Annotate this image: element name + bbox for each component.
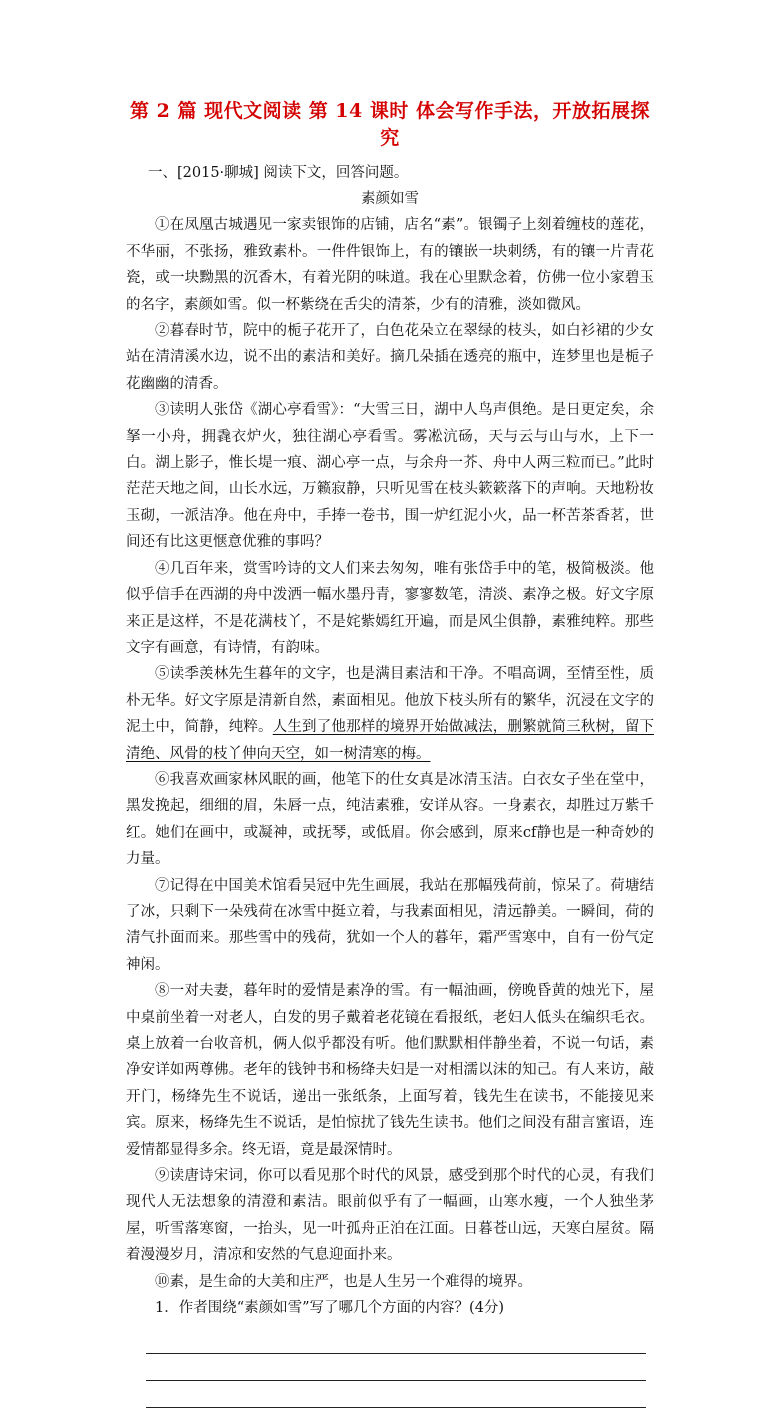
paragraph-7: ⑦记得在中国美术馆看吴冠中先生画展，我站在那幅残荷前，惊呆了。荷塘结了冰，只剩下一朵残荷在冰雪中挺立着，与我素面相见，清远静美。一瞬间，荷的清气扑面而来。那些雪中的残荷，犹如一个人的暮年，霜严雪寒中，自有一份气定神闲。 xyxy=(126,877,654,973)
paragraph-8: ⑧一对夫妻，暮年时的爱情是素净的雪。有一幅油画，傍晚昏黄的烛光下，屋中桌前坐着一对老人，白发的男子戴着老花镜在看报纸，老妇人低头在编织毛衣。桌上放着一台收音机，俩人似乎都没有听。他们默默相伴静坐着，不说一句话，素净安详如两尊佛。老年的钱钟书和杨绛夫妇是一对相濡以沫的知己。有人来访，敲开门，杨绛先生不说话，递出一张纸条，上面写着，钱先生在读书，不能接见来宾。原来，杨绛先生不说话，是怕惊扰了钱先生读书。他们之间没有甜言蜜语，连爱情都显得多余。终无语，竟是最深情时。 xyxy=(126,983,654,1158)
essay-title: 素颜如雪 xyxy=(361,191,419,208)
paragraph-3: ③读明人张岱《湖心亭看雪》：“大雪三日，湖中人鸟声俱绝。是日更定矣，余拏一小舟，拥毳衣炉火，独往湖心亭看雪。雾凇沆砀，天与云与山与水，上下一白。湖上影子，惟长堤一痕、湖心亭一点，与余舟一芥、舟中人两三粒而已。”此时茫茫天地之间，山长水远，万籁寂静，只听见雪在枝头簌簌落下的声响。天地粉妆玉砌，一派洁净。他在舟中，手捧一卷书，围一炉红泥小火，品一杯苦茶香茗，世间还有比这更惬意优雅的事吗？ xyxy=(126,402,654,551)
answer-line[interactable] xyxy=(146,1381,646,1408)
paragraph-5 xyxy=(126,661,654,767)
paragraph-1: ①在凤凰古城遇见一家卖银饰的店铺，店名“素”。银镯子上刻着缠枝的莲花，不华丽，不张扬，雅致素朴。一件件银饰上，有的镶嵌一块刺绣，有的镶一片青花瓷，或一块黝黑的沉香木，有着光阴的味道。我在心里默念着，仿佛一位小家碧玉的名字，素颜如雪。似一杯紫绕在舌尖的清茶，少有的清雅，淡如微风。 xyxy=(126,217,654,313)
page-title: 第 2 篇 现代文阅读 第 14 课时 体会写作手法，开放拓展探究 xyxy=(130,100,650,149)
underlined-sentence: 人生到了他那样的境界开始做减法，删繁就简三秋树，留下清绝、风骨的枝丫伸向天空，如一树清寒的梅。 xyxy=(126,719,655,762)
question-1: 1．作者围绕“素颜如雪”写了哪几个方面的内容？(4分) xyxy=(155,1300,505,1317)
answer-line[interactable] xyxy=(146,1327,646,1354)
answer-line[interactable] xyxy=(146,1354,646,1381)
paragraph-10: ⑩素，是生命的大美和庄严，也是人生另一个难得的境界。 xyxy=(155,1273,532,1290)
answer-area[interactable] xyxy=(146,1327,646,1408)
section-intro: 一、[2015·聊城] 阅读下文，回答问题。 xyxy=(148,165,409,181)
paragraph-2: ②暮春时节，院中的栀子花开了，白色花朵立在翠绿的枝头，如白衫裙的少女站在清清溪水边，说不出的素洁和美好。摘几朵插在透亮的瓶中，连梦里也是栀子花幽幽的清香。 xyxy=(126,323,654,392)
paragraph-5-text: ⑤读季羡林先生暮年的文字，也是满目素洁和干净。不唱高调，至情至性，质朴无华。好文字原是清新自然，素面相见。他放下枝头所有的繁华，沉浸在文字的泥土中，简静，纯粹。 xyxy=(126,666,654,736)
paragraph-4: ④几百年来，赏雪吟诗的文人们来去匆匆，唯有张岱手中的笔，极简极淡。他似乎信手在西湖的舟中泼洒一幅水墨丹青，寥寥数笔，清淡、素净之极。好文字原来正是这样，不是花满枝丫，不是姹紫嫣红开遍，而是风尘俱静，素雅纯粹。那些文字有画意，有诗情，有韵味。 xyxy=(126,560,654,656)
paragraph-9: ⑨读唐诗宋词，你可以看见那个时代的风景，感受到那个时代的心灵，有我们现代人无法想象的清澄和素洁。眼前似乎有了一幅画，山寒水瘦，一个人独坐茅屋，听雪落寒窗，一抬头，见一叶孤舟正泊在江面。日暮苍山远，天寒白屋贫。隔着漫漫岁月，清凉和安然的气息迎面扑来。 xyxy=(126,1168,654,1264)
paragraph-6: ⑥我喜欢画家林风眠的画，他笔下的仕女真是冰清玉洁。白衣女子坐在堂中，黑发挽起，细细的眉，朱唇一点，纯洁素雅，安详从容。一身素衣，却胜过万紫千红。她们在画中，或凝神，或抚琴，或低眉。你会感到，原来cf静也是一种奇妙的力量。 xyxy=(126,771,654,868)
